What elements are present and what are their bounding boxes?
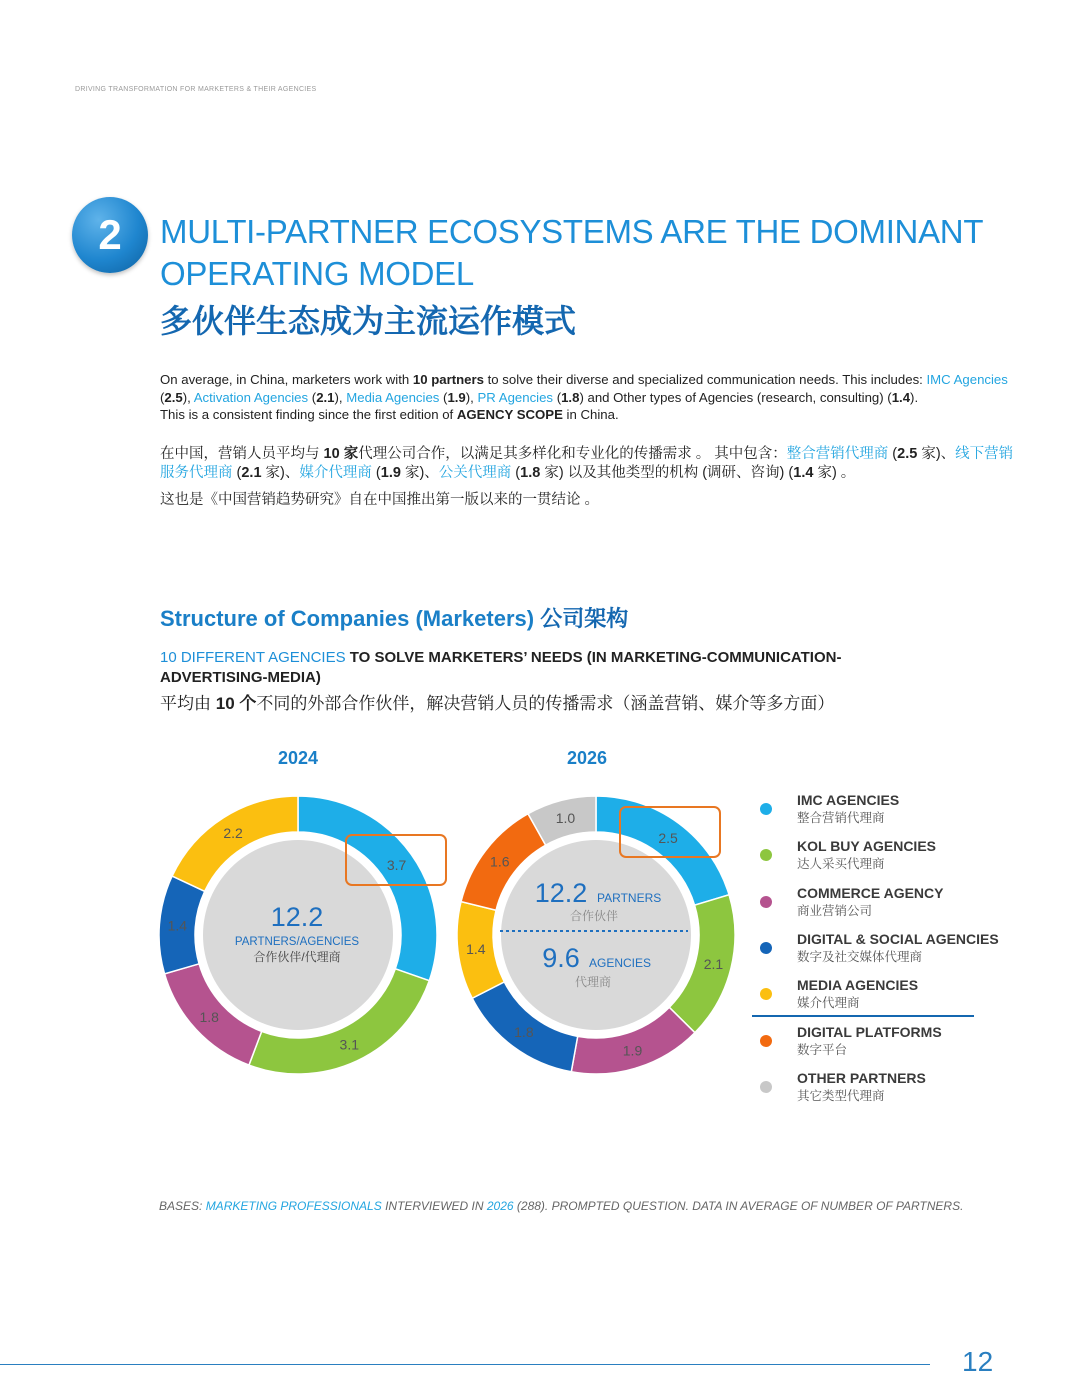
link-media-agencies: Media Agencies xyxy=(346,389,440,405)
donut-slice-value: 2.1 xyxy=(703,956,724,973)
legend-label-en: KOL BUY AGENCIES xyxy=(797,838,936,854)
donut-chart-2024 xyxy=(159,796,437,1074)
legend-label-en: MEDIA AGENCIES xyxy=(797,977,919,993)
chart-2024-year: 2024 xyxy=(277,748,319,768)
legend-label-cn: 其它类型代理商 xyxy=(797,1089,885,1103)
donut-slice-value: 3.1 xyxy=(339,1036,360,1053)
legend-separator xyxy=(752,1015,974,1017)
link-activation-agencies: Activation Agencies xyxy=(193,389,309,405)
legend-swatch xyxy=(760,942,772,954)
legend-swatch xyxy=(760,803,772,815)
donut-slice-value: 2.2 xyxy=(223,824,243,841)
chart-2024-center-label-cn: 合作伙伴/代理商 xyxy=(253,950,341,964)
chart-section-title: Structure of Companies (Marketers) 公司架构 xyxy=(160,606,629,631)
chart-section-subtitle-en: 10 DIFFERENT AGENCIES TO SOLVE MARKETERS’ NEEDS (IN MARKETING-COMMUNICATION-ADVERTISING-MEDIA) xyxy=(160,649,842,686)
legend-swatch xyxy=(760,1081,772,1093)
donut-slice-value: 1.4 xyxy=(167,917,188,934)
legend-label-en: DIGITAL PLATFORMS xyxy=(797,1024,942,1040)
chart-2024-center-value: 12.2 xyxy=(270,902,324,932)
link-pr-agencies: PR Agencies xyxy=(477,389,554,405)
intro-paragraph-en: On average, in China, marketers work with 10 partners to solve their diverse and specialized communication needs. This includes: IMC Agencies (2.5), Activation Agencies (2.1), Media Agencies (1.9), PR Agencies (1.8) and Other types of Agencies (research, consulting) (1.4). This is a consistent finding since the first edition of AGENCY SCOPE in China. xyxy=(160,372,1008,422)
section-number-badge: 2 xyxy=(72,197,148,273)
chart-2026-center-value-2: 9.6 xyxy=(542,943,580,973)
section-title-cn: 多伙伴生态成为主流运作模式 xyxy=(160,303,577,339)
donut-slice-value: 1.9 xyxy=(622,1042,643,1059)
legend-label-en: OTHER PARTNERS xyxy=(797,1070,926,1086)
footer-rule xyxy=(0,1364,930,1365)
donut-slice-value: 1.0 xyxy=(555,809,576,826)
legend-label-en: DIGITAL & SOCIAL AGENCIES xyxy=(797,931,999,947)
intro-paragraph-cn: 在中国，营销人员平均与 10 家代理公司合作，以满足其多样化和专业化的传播需求 。 其中包含：整合营销代理商 (2.5 家)、线下营销服务代理商 (2.1 家)、媒介代理商 (1.9 家)、公关代理商 (1.8 家) 以及其他类型的机构 (调研、咨询) (1.4 家) 。 xyxy=(160,446,1014,481)
chart-2026-center-label-2-en: AGENCIES xyxy=(589,956,652,970)
legend-label-cn: 数字平台 xyxy=(797,1043,848,1057)
header-kicker: DRIVING TRANSFORMATION FOR MARKETERS & THEIR AGENCIES xyxy=(75,86,317,93)
donut-slice-value: 1.8 xyxy=(514,1024,534,1041)
chart-2026-center-label-2-cn: 代理商 xyxy=(574,975,612,989)
legend-swatch xyxy=(760,1035,772,1047)
legend-label-cn: 整合营销代理商 xyxy=(797,811,885,825)
donut-center-disc xyxy=(203,840,393,1030)
chart-2026-center-label-1-cn: 合作伙伴 xyxy=(569,909,619,923)
intro-paragraph-cn-line3: 这也是《中国营销趋势研究》自在中国推出第一版以来的一贯结论 。 xyxy=(160,492,600,508)
legend-label-cn: 达人采买代理商 xyxy=(797,857,885,871)
chart-section-subtitle-cn: 平均由 10 个不同的外部合作伙伴，解决营销人员的传播需求（涵盖营销、媒介等多方面） xyxy=(160,694,835,713)
legend-label-cn: 数字及社交媒体代理商 xyxy=(797,950,923,964)
section-title-en: MULTI-PARTNER ECOSYSTEMS ARE THE DOMINANT OPERATING MODEL xyxy=(160,213,983,292)
link-imc-agencies: IMC Agencies xyxy=(926,372,1008,387)
chart-2026-center-value-1: 12.2 xyxy=(534,878,588,908)
donut-slice-value: 1.8 xyxy=(199,1009,219,1026)
legend-label-en: IMC AGENCIES xyxy=(797,792,900,808)
page-number: 12 xyxy=(962,1346,994,1377)
legend-label-cn: 商业营销公司 xyxy=(797,904,873,918)
donut-slice-value: 2.5 xyxy=(658,829,678,846)
donut-center-disc xyxy=(501,840,691,1030)
donut-slice-value: 3.7 xyxy=(386,856,407,873)
legend-swatch xyxy=(760,988,772,1000)
chart-2026-year: 2026 xyxy=(566,748,608,768)
bases-note: BASES: MARKETING PROFESSIONALS INTERVIEWED IN 2026 (288). PROMPTED QUESTION. DATA IN AVERAGE OF NUMBER OF PARTNERS. xyxy=(159,1199,964,1213)
legend-swatch xyxy=(760,896,772,908)
donut-chart-2026 xyxy=(457,796,735,1074)
chart-2026-center-label-1-en: PARTNERS xyxy=(597,891,662,905)
donut-slice-value: 1.6 xyxy=(490,853,510,870)
legend-label-en: COMMERCE AGENCY xyxy=(797,885,944,901)
chart-2024-center-label-en: PARTNERS/AGENCIES xyxy=(234,936,360,948)
donut-slice-value: 1.4 xyxy=(466,940,486,957)
legend-swatch xyxy=(760,849,772,861)
donut-charts xyxy=(0,730,760,1100)
legend-label-cn: 媒介代理商 xyxy=(797,996,860,1010)
